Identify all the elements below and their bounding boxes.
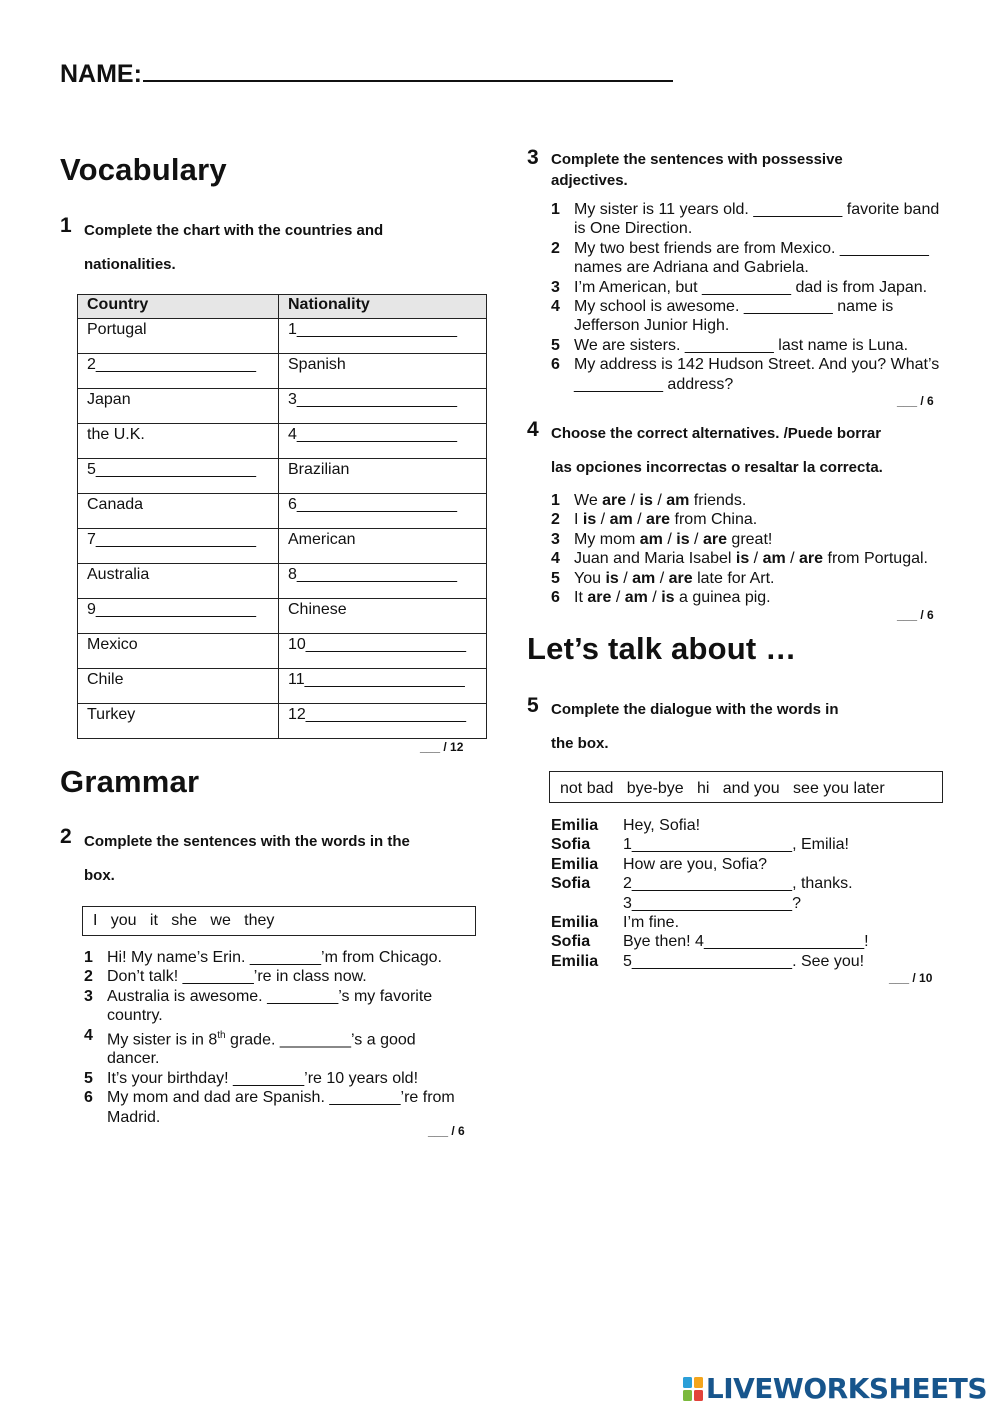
item-number: 4 (84, 1026, 93, 1044)
item-text: Juan and Maria Isabel is / am / are from Portugal. (574, 550, 928, 568)
question-4-text-line2: las opciones incorrectas o resaltar la correcta. (551, 459, 883, 476)
chart-cell: the U.K. (78, 424, 279, 459)
option[interactable]: is (676, 530, 690, 548)
chart-cell[interactable]: 6__________________ (279, 494, 487, 529)
question-5-text-line2: the box. (551, 735, 609, 752)
item-text: It are / am / is a guinea pig. (574, 589, 771, 607)
question-number: 1 (60, 214, 72, 237)
option[interactable]: are (799, 550, 824, 568)
item-text-part: My sister is in 8 (107, 1030, 218, 1048)
item-number: 2 (551, 511, 560, 529)
dialogue-line (551, 932, 951, 951)
list-item (551, 510, 961, 529)
chart-cell[interactable]: 12__________________ (279, 704, 487, 739)
sentence-start: It (574, 589, 588, 607)
item-number: 4 (551, 298, 560, 316)
option[interactable]: is (661, 589, 675, 607)
item-text[interactable]: Australia is awesome. ________’s my favorite country. (107, 987, 433, 1025)
speaker: Emilia (551, 855, 599, 873)
option[interactable]: is (605, 569, 619, 587)
line-text: Hey, Sofia! (623, 817, 701, 834)
dialogue-line (551, 913, 951, 932)
option[interactable]: am (632, 569, 656, 587)
option[interactable]: am (624, 589, 648, 607)
list-item (551, 200, 951, 239)
dialogue-line (551, 855, 951, 874)
sentence-start: Juan and Maria Isabel (574, 550, 736, 568)
item-text[interactable]: My address is 142 Hudson Street. And you? What’s __________ address? (574, 356, 940, 393)
item-text: We are / is / am friends. (574, 492, 747, 509)
list-item (551, 588, 961, 607)
chart-cell[interactable]: 5__________________ (78, 459, 279, 494)
item-number: 5 (551, 569, 560, 587)
list-item (84, 1069, 464, 1088)
list-item (84, 987, 464, 1026)
item-text[interactable]: My school is awesome. __________ name is Jefferson Junior High. (574, 298, 894, 335)
sentence-end: great! (726, 530, 773, 548)
sentence-end: late for Art. (692, 569, 775, 587)
item-text[interactable]: Hi! My name’s Erin. ________’m from Chicago. (107, 949, 442, 966)
question-number: 3 (527, 146, 539, 169)
score-q1: ___ / 12 (420, 740, 464, 754)
sentence-start: My mom (574, 530, 640, 548)
item-text[interactable]: We are sisters. __________ last name is Luna. (574, 336, 909, 354)
chart-cell[interactable]: 3__________________ (279, 389, 487, 424)
list-item (84, 1026, 464, 1069)
dialogue-line (551, 874, 951, 893)
chart-cell[interactable]: 2__________________ (78, 354, 279, 389)
chart-cell: Chinese (279, 599, 487, 634)
question-number: 2 (60, 825, 72, 848)
question-2-text-line2: box. (84, 867, 115, 884)
chart-cell[interactable]: 11__________________ (279, 669, 487, 704)
dialogue-line (551, 894, 951, 913)
item-text[interactable]: My sister is 11 years old. __________ favorite band is One Direction. (574, 201, 940, 238)
list-item (551, 239, 951, 278)
chart-cell: Canada (78, 494, 279, 529)
item-number: 3 (84, 987, 93, 1005)
word-box-q5: not bad bye-bye hi and you see you later (549, 771, 943, 803)
list-item (551, 569, 961, 588)
line-text[interactable]: 2__________________, thanks. (623, 875, 853, 893)
liveworksheets-logo (682, 1372, 987, 1405)
chart-row (78, 704, 487, 739)
chart-row (78, 529, 487, 564)
item-text[interactable]: Don’t talk! ________’re in class now. (107, 968, 367, 986)
dialogue-line (551, 816, 951, 835)
sentence-start: I (574, 511, 583, 529)
question-4-text-line1: Choose the correct alternatives. /Puede borrar (551, 425, 882, 442)
option[interactable]: are (646, 511, 671, 529)
word-box-q2: I you it she we they (82, 906, 476, 936)
chart-cell: Brazilian (279, 459, 487, 494)
option[interactable]: am (609, 511, 633, 529)
name-line[interactable] (143, 56, 673, 82)
logo-mark-icon (682, 1376, 704, 1402)
option[interactable]: are (587, 589, 612, 607)
chart-row (78, 389, 487, 424)
chart-cell: Mexico (78, 634, 279, 669)
item-number: 5 (84, 1069, 93, 1087)
line-text[interactable]: Bye then! 4__________________! (623, 933, 869, 951)
sentence-end: friends. (689, 492, 747, 509)
score-q3: ___ / 6 (897, 394, 934, 408)
chart-cell[interactable]: 7__________________ (78, 529, 279, 564)
question-4-list (551, 491, 961, 607)
item-text: My mom am / is / are great! (574, 530, 773, 548)
chart-cell[interactable]: 10__________________ (279, 634, 487, 669)
speaker (551, 894, 623, 913)
chart-row (78, 319, 487, 354)
item-number: 6 (551, 356, 560, 374)
chart-cell: Australia (78, 564, 279, 599)
list-item (551, 491, 961, 510)
item-number: 6 (84, 1089, 93, 1107)
name-label: NAME: (60, 60, 142, 88)
item-text[interactable] (107, 1026, 464, 1069)
question-number: 5 (527, 694, 539, 717)
line-text[interactable]: 3__________________? (623, 894, 801, 912)
list-item (84, 1088, 464, 1127)
chart-cell: Turkey (78, 704, 279, 739)
header-nationality: Nationality (279, 295, 487, 319)
chart-row (78, 354, 487, 389)
item-text[interactable]: My mom and dad are Spanish. ________’re from Madrid. (107, 1089, 455, 1126)
chart-row (78, 634, 487, 669)
dialogue-line (551, 835, 951, 854)
chart-cell: Chile (78, 669, 279, 704)
item-number: 5 (551, 336, 560, 354)
option[interactable]: am (762, 550, 786, 568)
speaker: Emilia (551, 817, 599, 834)
score-q2: ___ / 6 (428, 1124, 465, 1138)
item-number: 6 (551, 589, 560, 607)
option[interactable]: is (639, 492, 653, 509)
speaker: Emilia (551, 914, 599, 932)
question-2-list (84, 948, 464, 1127)
chart-cell[interactable]: 9__________________ (78, 599, 279, 634)
countries-chart (77, 294, 487, 739)
option[interactable]: am (639, 530, 663, 548)
sentence-end: from Portugal. (823, 550, 928, 568)
item-number: 4 (551, 550, 560, 568)
list-item (551, 355, 951, 394)
question-2-text-line1: Complete the sentences with the words in the (84, 833, 410, 850)
item-text: You is / am / are late for Art. (574, 569, 775, 587)
chart-cell[interactable]: 4__________________ (279, 424, 487, 459)
item-number: 3 (551, 278, 560, 296)
name-field[interactable] (60, 56, 673, 89)
option[interactable]: are (668, 569, 693, 587)
chart-row (78, 564, 487, 599)
item-text: I is / am / are from China. (574, 511, 758, 529)
chart-cell: Spanish (279, 354, 487, 389)
list-item (84, 967, 464, 986)
line-text[interactable]: 1__________________, Emilia! (623, 836, 849, 854)
lets-talk-title: Let’s talk about … (527, 631, 797, 666)
dialogue (551, 816, 951, 971)
item-number: 2 (551, 239, 560, 257)
list-item (551, 549, 961, 568)
speaker: Sofia (551, 836, 591, 854)
chart-cell: Japan (78, 389, 279, 424)
sentence-end: from China. (670, 511, 758, 529)
option[interactable]: am (666, 492, 690, 509)
chart-row (78, 494, 487, 529)
list-item (551, 530, 961, 549)
question-number: 4 (527, 418, 539, 441)
option[interactable]: are (602, 492, 627, 509)
grammar-title: Grammar (60, 764, 200, 799)
sentence-start: You (574, 569, 606, 587)
item-text[interactable]: I’m American, but __________ dad is from Japan. (574, 278, 928, 296)
item-text[interactable]: It’s your birthday! ________’re 10 years old! (107, 1069, 419, 1087)
item-text[interactable]: My two best friends are from Mexico. __________ names are Adriana and Gabriela. (574, 239, 929, 277)
item-number: 1 (84, 949, 93, 966)
vocabulary-title: Vocabulary (60, 152, 227, 187)
chart-row (78, 669, 487, 704)
list-item (84, 948, 464, 967)
chart-cell[interactable]: 8__________________ (279, 564, 487, 599)
question-5-text-line1: Complete the dialogue with the words in (551, 701, 839, 718)
sentence-start: We (574, 492, 603, 509)
dialogue-line (551, 952, 951, 971)
option[interactable]: are (702, 530, 727, 548)
option[interactable]: is (582, 511, 597, 529)
chart-row (78, 599, 487, 634)
line-text: I’m fine. (623, 914, 680, 932)
item-number: 1 (551, 492, 560, 509)
chart-row (78, 424, 487, 459)
item-text-part: grade. ________’s a good dancer. (107, 1030, 416, 1068)
chart-cell: American (279, 529, 487, 564)
line-text[interactable]: 5__________________. See you! (623, 952, 865, 970)
item-number: 1 (551, 201, 560, 218)
line-text: How are you, Sofia? (623, 855, 768, 873)
list-item (551, 336, 951, 355)
superscript: th (217, 1029, 226, 1041)
chart-row (78, 459, 487, 494)
speaker: Emilia (551, 952, 599, 970)
item-number: 2 (84, 968, 93, 986)
item-number: 3 (551, 530, 560, 548)
option[interactable]: is (735, 550, 750, 568)
score-q4: ___ / 6 (897, 608, 934, 622)
score-q5: ___ / 10 (889, 971, 933, 985)
speaker: Sofia (551, 875, 591, 893)
sentence-end: a guinea pig. (674, 589, 771, 607)
question-3-text: Complete the sentences with possessive adjectives. (551, 151, 843, 189)
question-3-list (551, 200, 951, 394)
list-item (551, 278, 951, 297)
chart-cell: Portugal (78, 319, 279, 354)
chart-cell[interactable]: 1__________________ (279, 319, 487, 354)
logo-text: LIVEWORKSHEETS (705, 1372, 987, 1405)
header-country: Country (78, 295, 279, 319)
list-item (551, 297, 951, 336)
question-1-text-line2: nationalities. (84, 256, 176, 273)
question-1-text-line1: Complete the chart with the countries and (84, 222, 384, 239)
speaker: Sofia (551, 933, 591, 951)
